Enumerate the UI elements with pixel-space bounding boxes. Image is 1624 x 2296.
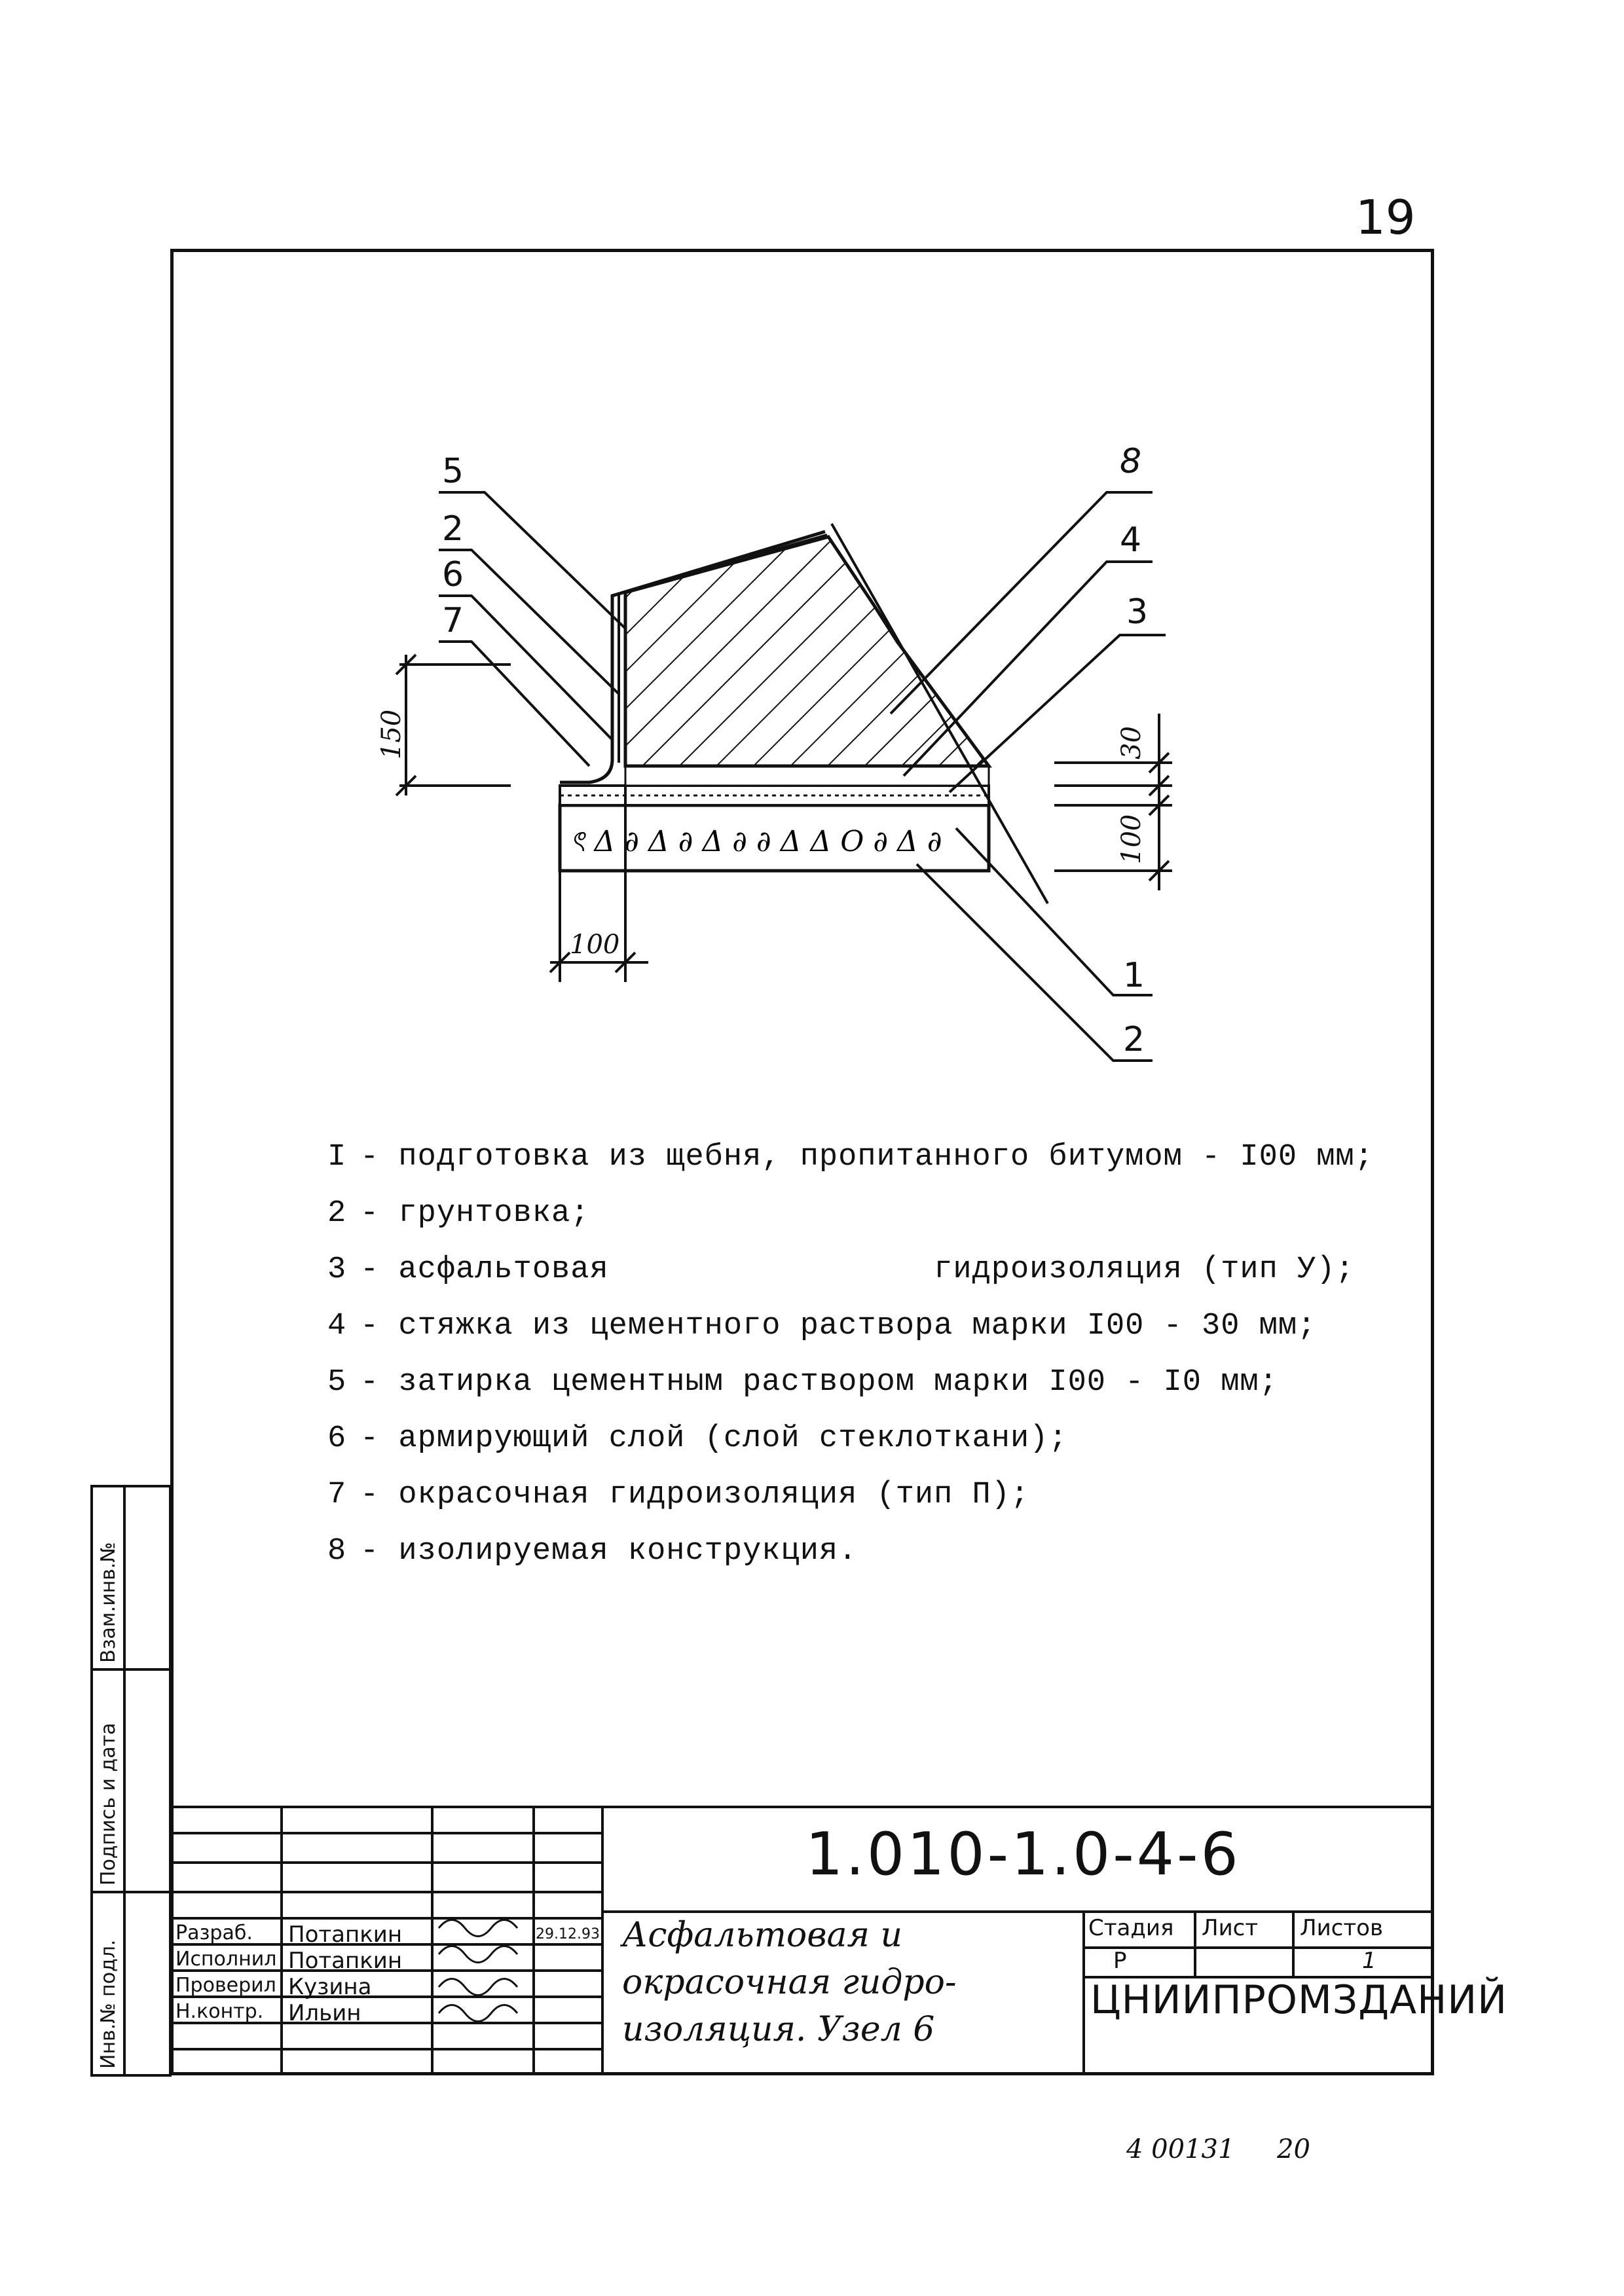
legend-item: 3 - асфальтовая гидроизоляция (тип У); <box>327 1252 1355 1287</box>
side-stamp-sign-date: Подпись и дата <box>97 1722 120 1886</box>
svg-text:ৎ Δ ∂ Δ ∂ Δ ∂ ∂ Δ Δ Ο ∂ Δ ∂: ৎ Δ ∂ Δ ∂ Δ ∂ ∂ Δ Δ Ο ∂ Δ ∂ <box>570 825 942 858</box>
callout-1: 1 <box>1123 956 1145 995</box>
legend-item: 8 - изолируемая конструкция. <box>327 1534 858 1569</box>
role-executor: Исполнил <box>175 1948 277 1971</box>
organization-name: ЦНИИПРОМЗДАНИЙ <box>1090 1977 1508 2023</box>
stage-value: Р <box>1113 1948 1127 1974</box>
callout-8: 8 <box>1120 442 1142 481</box>
role-developer: Разраб. <box>175 1922 253 1944</box>
callout-7: 7 <box>442 601 464 640</box>
side-stamp-inv-orig: Инв.№ подл. <box>97 1939 120 2069</box>
legend-item: 4 - стяжка из цементного раствора марки I00 - 30 мм; <box>327 1309 1317 1343</box>
dimension-100-right-label: 100 <box>1116 814 1147 864</box>
stage-header: Стадия <box>1088 1915 1174 1941</box>
name-norm-control: Ильин <box>288 2000 361 2026</box>
footer-code: 4 00131 <box>1126 2134 1235 2164</box>
name-checker: Кузина <box>288 1974 372 2000</box>
dimension-150-label: 150 <box>377 709 407 759</box>
callout-4: 4 <box>1120 520 1142 560</box>
callout-6: 6 <box>442 555 464 594</box>
date-developer: 29.12.93 <box>536 1926 600 1942</box>
role-norm-control: Н.контр. <box>175 2000 264 2023</box>
sheet-header: Лист <box>1202 1915 1259 1941</box>
legend-item: 7 - окрасочная гидроизоляция (тип П); <box>327 1478 1030 1512</box>
sheet-number: 19 <box>1356 190 1416 245</box>
role-checker: Проверил <box>175 1974 276 1997</box>
callout-5: 5 <box>442 452 464 491</box>
footer-format: 20 <box>1277 2134 1310 2164</box>
dimension-100-bottom-label: 100 <box>570 930 620 960</box>
legend-item: I - подготовка из щебня, пропитанного битумом - I00 мм; <box>327 1140 1374 1175</box>
document-code: 1.010-1.0-4-6 <box>805 1820 1241 1889</box>
drawing-title: Асфальтовая и окрасочная гидро- изоляция. Узел 6 <box>622 1916 957 2049</box>
sheets-value: 1 <box>1362 1948 1376 1974</box>
legend-item: 5 - затирка цементным раствором марки I00 - I0 мм; <box>327 1365 1278 1400</box>
legend <box>327 1129 1374 1580</box>
callout-2-left: 2 <box>442 509 464 549</box>
dimension-30-label: 30 <box>1116 726 1147 759</box>
legend-item: 6 - армирующий слой (слой стеклоткани); <box>327 1421 1068 1456</box>
side-stamp-inv-replace: Взам.инв.№ <box>97 1542 120 1663</box>
sheets-header: Листов <box>1300 1915 1384 1941</box>
callout-3: 3 <box>1126 592 1149 632</box>
name-executor: Потапкин <box>288 1948 403 1974</box>
legend-item: 2 - грунтовка; <box>327 1196 590 1231</box>
callout-2-right: 2 <box>1123 1020 1145 1059</box>
name-developer: Потапкин <box>288 1922 403 1948</box>
